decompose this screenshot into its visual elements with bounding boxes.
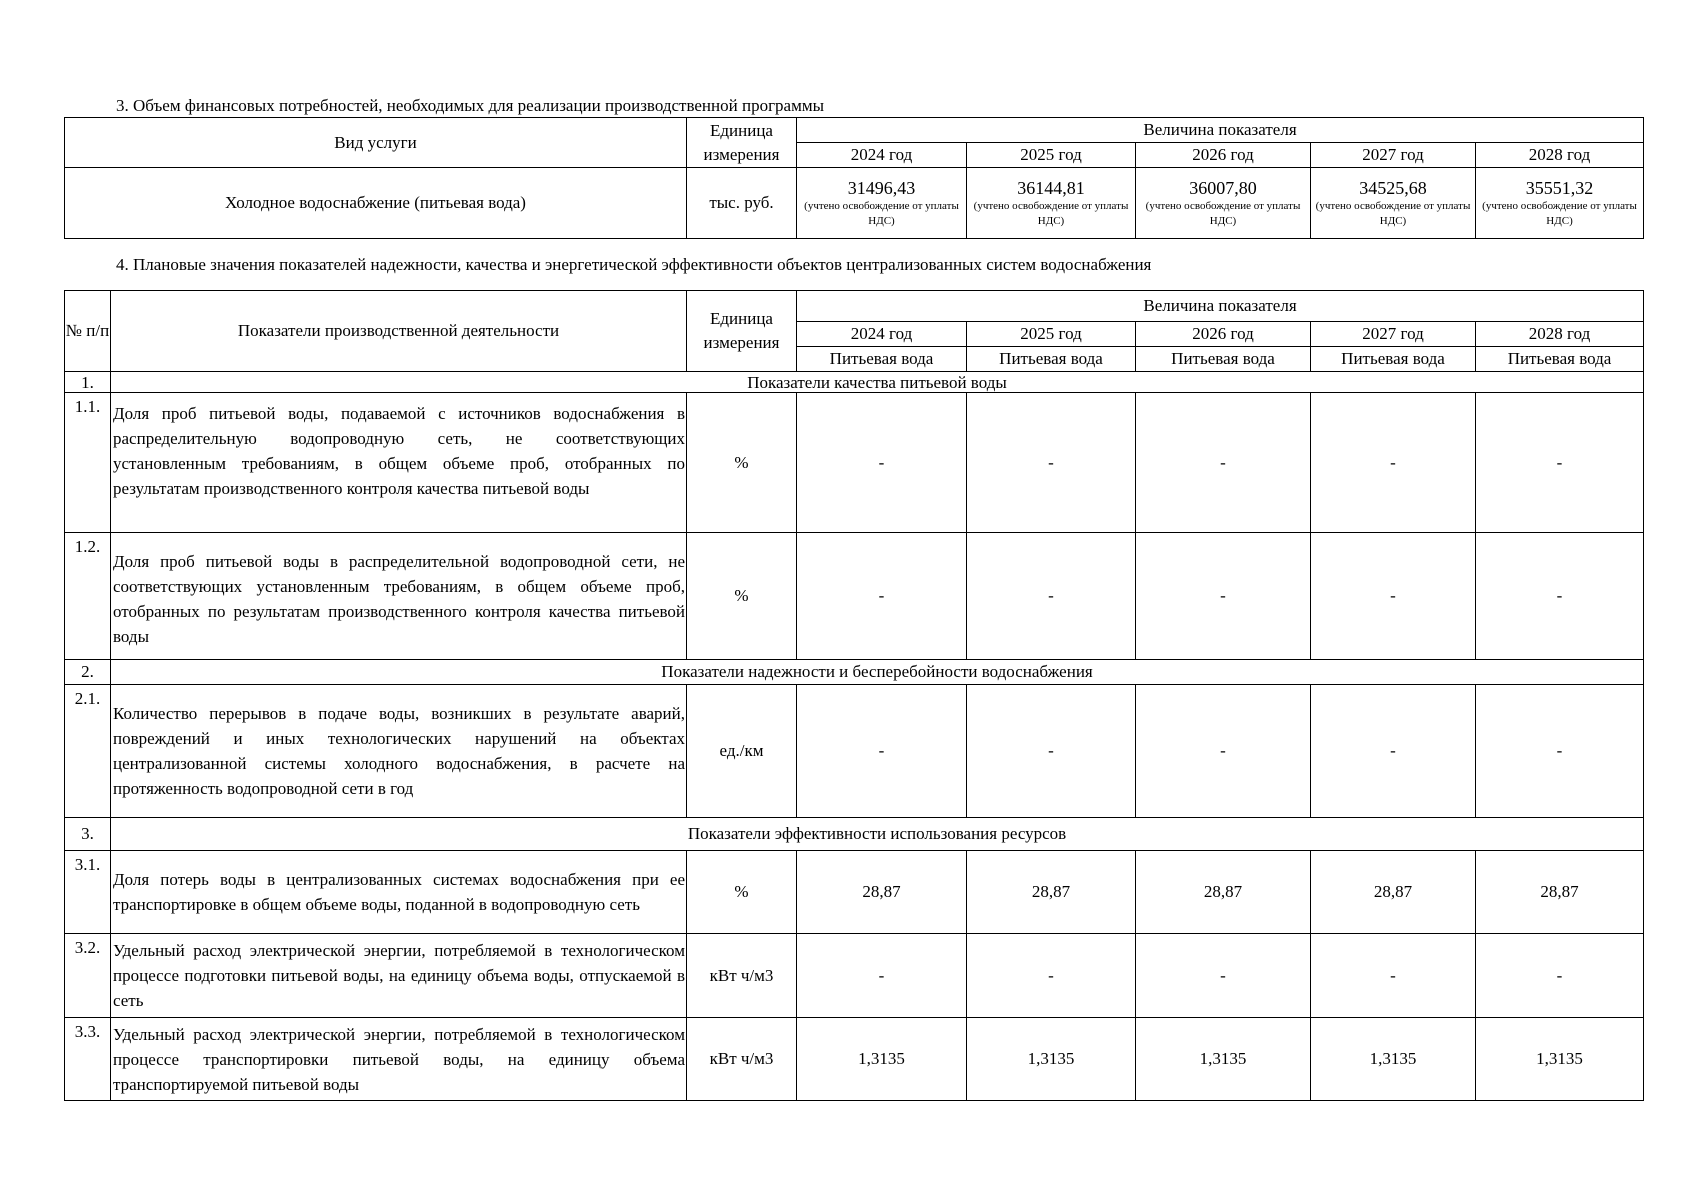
value: 36144,81 <box>1017 178 1085 198</box>
row-value: 28,87 <box>797 851 967 934</box>
row-num: 2.1. <box>65 685 111 818</box>
subtype-drinking-water: Питьевая вода <box>1476 347 1644 372</box>
value-cell <box>797 168 967 239</box>
group-title: Показатели надежности и бесперебойности водоснабжения <box>111 660 1644 685</box>
row-unit: ед./км <box>687 685 797 818</box>
row-value: - <box>797 685 967 818</box>
row-unit: кВт ч/м3 <box>687 934 797 1018</box>
row-num: 3.2. <box>65 934 111 1018</box>
header-value: Величина показателя <box>797 118 1644 143</box>
row-unit: % <box>687 533 797 660</box>
table-row <box>65 685 1644 818</box>
row-value: 1,3135 <box>797 1018 967 1101</box>
value-cell <box>1476 168 1644 239</box>
year-2024: 2024 год <box>797 143 967 168</box>
row-num: 3.1. <box>65 851 111 934</box>
row-value: 1,3135 <box>967 1018 1136 1101</box>
year-2027: 2027 год <box>1311 143 1476 168</box>
row-text: Удельный расход электрической энергии, потребляемой в технологическом процессе подготовки питьевой воды, на единицу объема воды, отпускаемой в сеть <box>111 934 687 1018</box>
table-row <box>65 934 1644 1018</box>
header-unit: Единица измерения <box>687 291 797 372</box>
group-num: 2. <box>65 660 111 685</box>
vat-note: (учтено освобождение от уплаты НДС) <box>1145 200 1301 227</box>
group-row <box>65 818 1644 851</box>
row-value: - <box>967 934 1136 1018</box>
service-name: Холодное водоснабжение (питьевая вода) <box>65 168 687 239</box>
row-value: - <box>1136 533 1311 660</box>
row-value: - <box>1311 934 1476 1018</box>
row-value: - <box>797 393 967 533</box>
row-text: Количество перерывов в подаче воды, возникших в результате аварий, повреждений и иных технологических нарушений на объектах централизованной системы холодного водоснабжения, в расчете на протяженность водопроводной сети в год <box>111 685 687 818</box>
financial-needs-table <box>64 117 1644 239</box>
row-value: - <box>1476 393 1644 533</box>
row-value: 1,3135 <box>1136 1018 1311 1101</box>
row-text: Доля потерь воды в централизованных системах водоснабжения при ее транспортировке в общем объеме воды, поданной в водопроводную сеть <box>111 851 687 934</box>
value-cell <box>967 168 1136 239</box>
header-unit: Единица измерения <box>687 118 797 168</box>
row-unit: кВт ч/м3 <box>687 1018 797 1101</box>
row-unit: % <box>687 393 797 533</box>
header-indicator: Показатели производственной деятельности <box>111 291 687 372</box>
group-num: 1. <box>65 372 111 393</box>
table-row <box>65 168 1644 239</box>
year-2027: 2027 год <box>1311 322 1476 347</box>
row-value: - <box>967 533 1136 660</box>
row-value: - <box>1476 533 1644 660</box>
table-row <box>65 1018 1644 1101</box>
section3-title: 3. Объем финансовых потребностей, необходимых для реализации производственной программы <box>116 96 825 115</box>
vat-note: (учтено освобождение от уплаты НДС) <box>1315 200 1471 227</box>
row-value: - <box>1311 685 1476 818</box>
row-value: - <box>1136 393 1311 533</box>
planned-indicators-table <box>64 290 1644 1101</box>
table-row <box>65 533 1644 660</box>
value: 34525,68 <box>1359 178 1427 198</box>
header-service: Вид услуги <box>65 118 687 168</box>
year-2025: 2025 год <box>967 143 1136 168</box>
value: 35551,32 <box>1525 178 1594 198</box>
subtype-drinking-water: Питьевая вода <box>1136 347 1311 372</box>
vat-note: (учтено освобождение от уплаты НДС) <box>973 200 1129 227</box>
row-value: - <box>1136 685 1311 818</box>
row-value: - <box>1136 934 1311 1018</box>
row-value: - <box>797 934 967 1018</box>
value: 31496,43 <box>847 178 916 198</box>
row-value: - <box>967 685 1136 818</box>
table-row <box>65 851 1644 934</box>
header-num: № п/п <box>65 291 111 372</box>
row-num: 3.3. <box>65 1018 111 1101</box>
year-2028: 2028 год <box>1476 322 1644 347</box>
group-num: 3. <box>65 818 111 851</box>
group-row <box>65 660 1644 685</box>
group-row <box>65 372 1644 393</box>
row-text: Удельный расход электрической энергии, потребляемой в технологическом процессе транспортировки питьевой воды, на единицу объема транспортируемой питьевой воды <box>111 1018 687 1101</box>
row-unit: % <box>687 851 797 934</box>
subtype-drinking-water: Питьевая вода <box>967 347 1136 372</box>
group-title: Показатели качества питьевой воды <box>111 372 1644 393</box>
year-2026: 2026 год <box>1136 143 1311 168</box>
year-2028: 2028 год <box>1476 143 1644 168</box>
row-value: - <box>1476 685 1644 818</box>
section4-title: 4. Плановые значения показателей надежности, качества и энергетической эффективности объектов централизованных систем водоснабжения <box>116 255 1152 274</box>
row-value: - <box>797 533 967 660</box>
row-value: - <box>1311 393 1476 533</box>
table-row <box>65 393 1644 533</box>
header-value: Величина показателя <box>797 291 1644 322</box>
subtype-drinking-water: Питьевая вода <box>797 347 967 372</box>
row-text: Доля проб питьевой воды в распределительной водопроводной сети, не соответствующих установленным требованиям, в общем объеме проб, отобранных по результатам производственного контроля качества питьевой воды <box>111 533 687 660</box>
row-value: - <box>1311 533 1476 660</box>
group-title: Показатели эффективности использования ресурсов <box>111 818 1644 851</box>
year-2025: 2025 год <box>967 322 1136 347</box>
row-value: 28,87 <box>1136 851 1311 934</box>
row-value: 1,3135 <box>1476 1018 1644 1101</box>
vat-note: (учтено освобождение от уплаты НДС) <box>804 200 959 227</box>
row-num: 1.2. <box>65 533 111 660</box>
row-value: 28,87 <box>967 851 1136 934</box>
value-cell <box>1311 168 1476 239</box>
subtype-drinking-water: Питьевая вода <box>1311 347 1476 372</box>
row-text: Доля проб питьевой воды, подаваемой с источников водоснабжения в распределительную водопроводную сеть, не соответствующих установленным требованиям, в общем объеме проб, отобранных по результатам производственного контроля качества питьевой воды <box>111 393 687 533</box>
row-value: 28,87 <box>1476 851 1644 934</box>
row-value: - <box>1476 934 1644 1018</box>
service-unit: тыс. руб. <box>687 168 797 239</box>
row-value: 1,3135 <box>1311 1018 1476 1101</box>
row-value: - <box>967 393 1136 533</box>
value: 36007,80 <box>1189 178 1257 198</box>
row-num: 1.1. <box>65 393 111 533</box>
row-value: 28,87 <box>1311 851 1476 934</box>
year-2026: 2026 год <box>1136 322 1311 347</box>
vat-note: (учтено освобождение от уплаты НДС) <box>1482 200 1637 227</box>
value-cell <box>1136 168 1311 239</box>
year-2024: 2024 год <box>797 322 967 347</box>
